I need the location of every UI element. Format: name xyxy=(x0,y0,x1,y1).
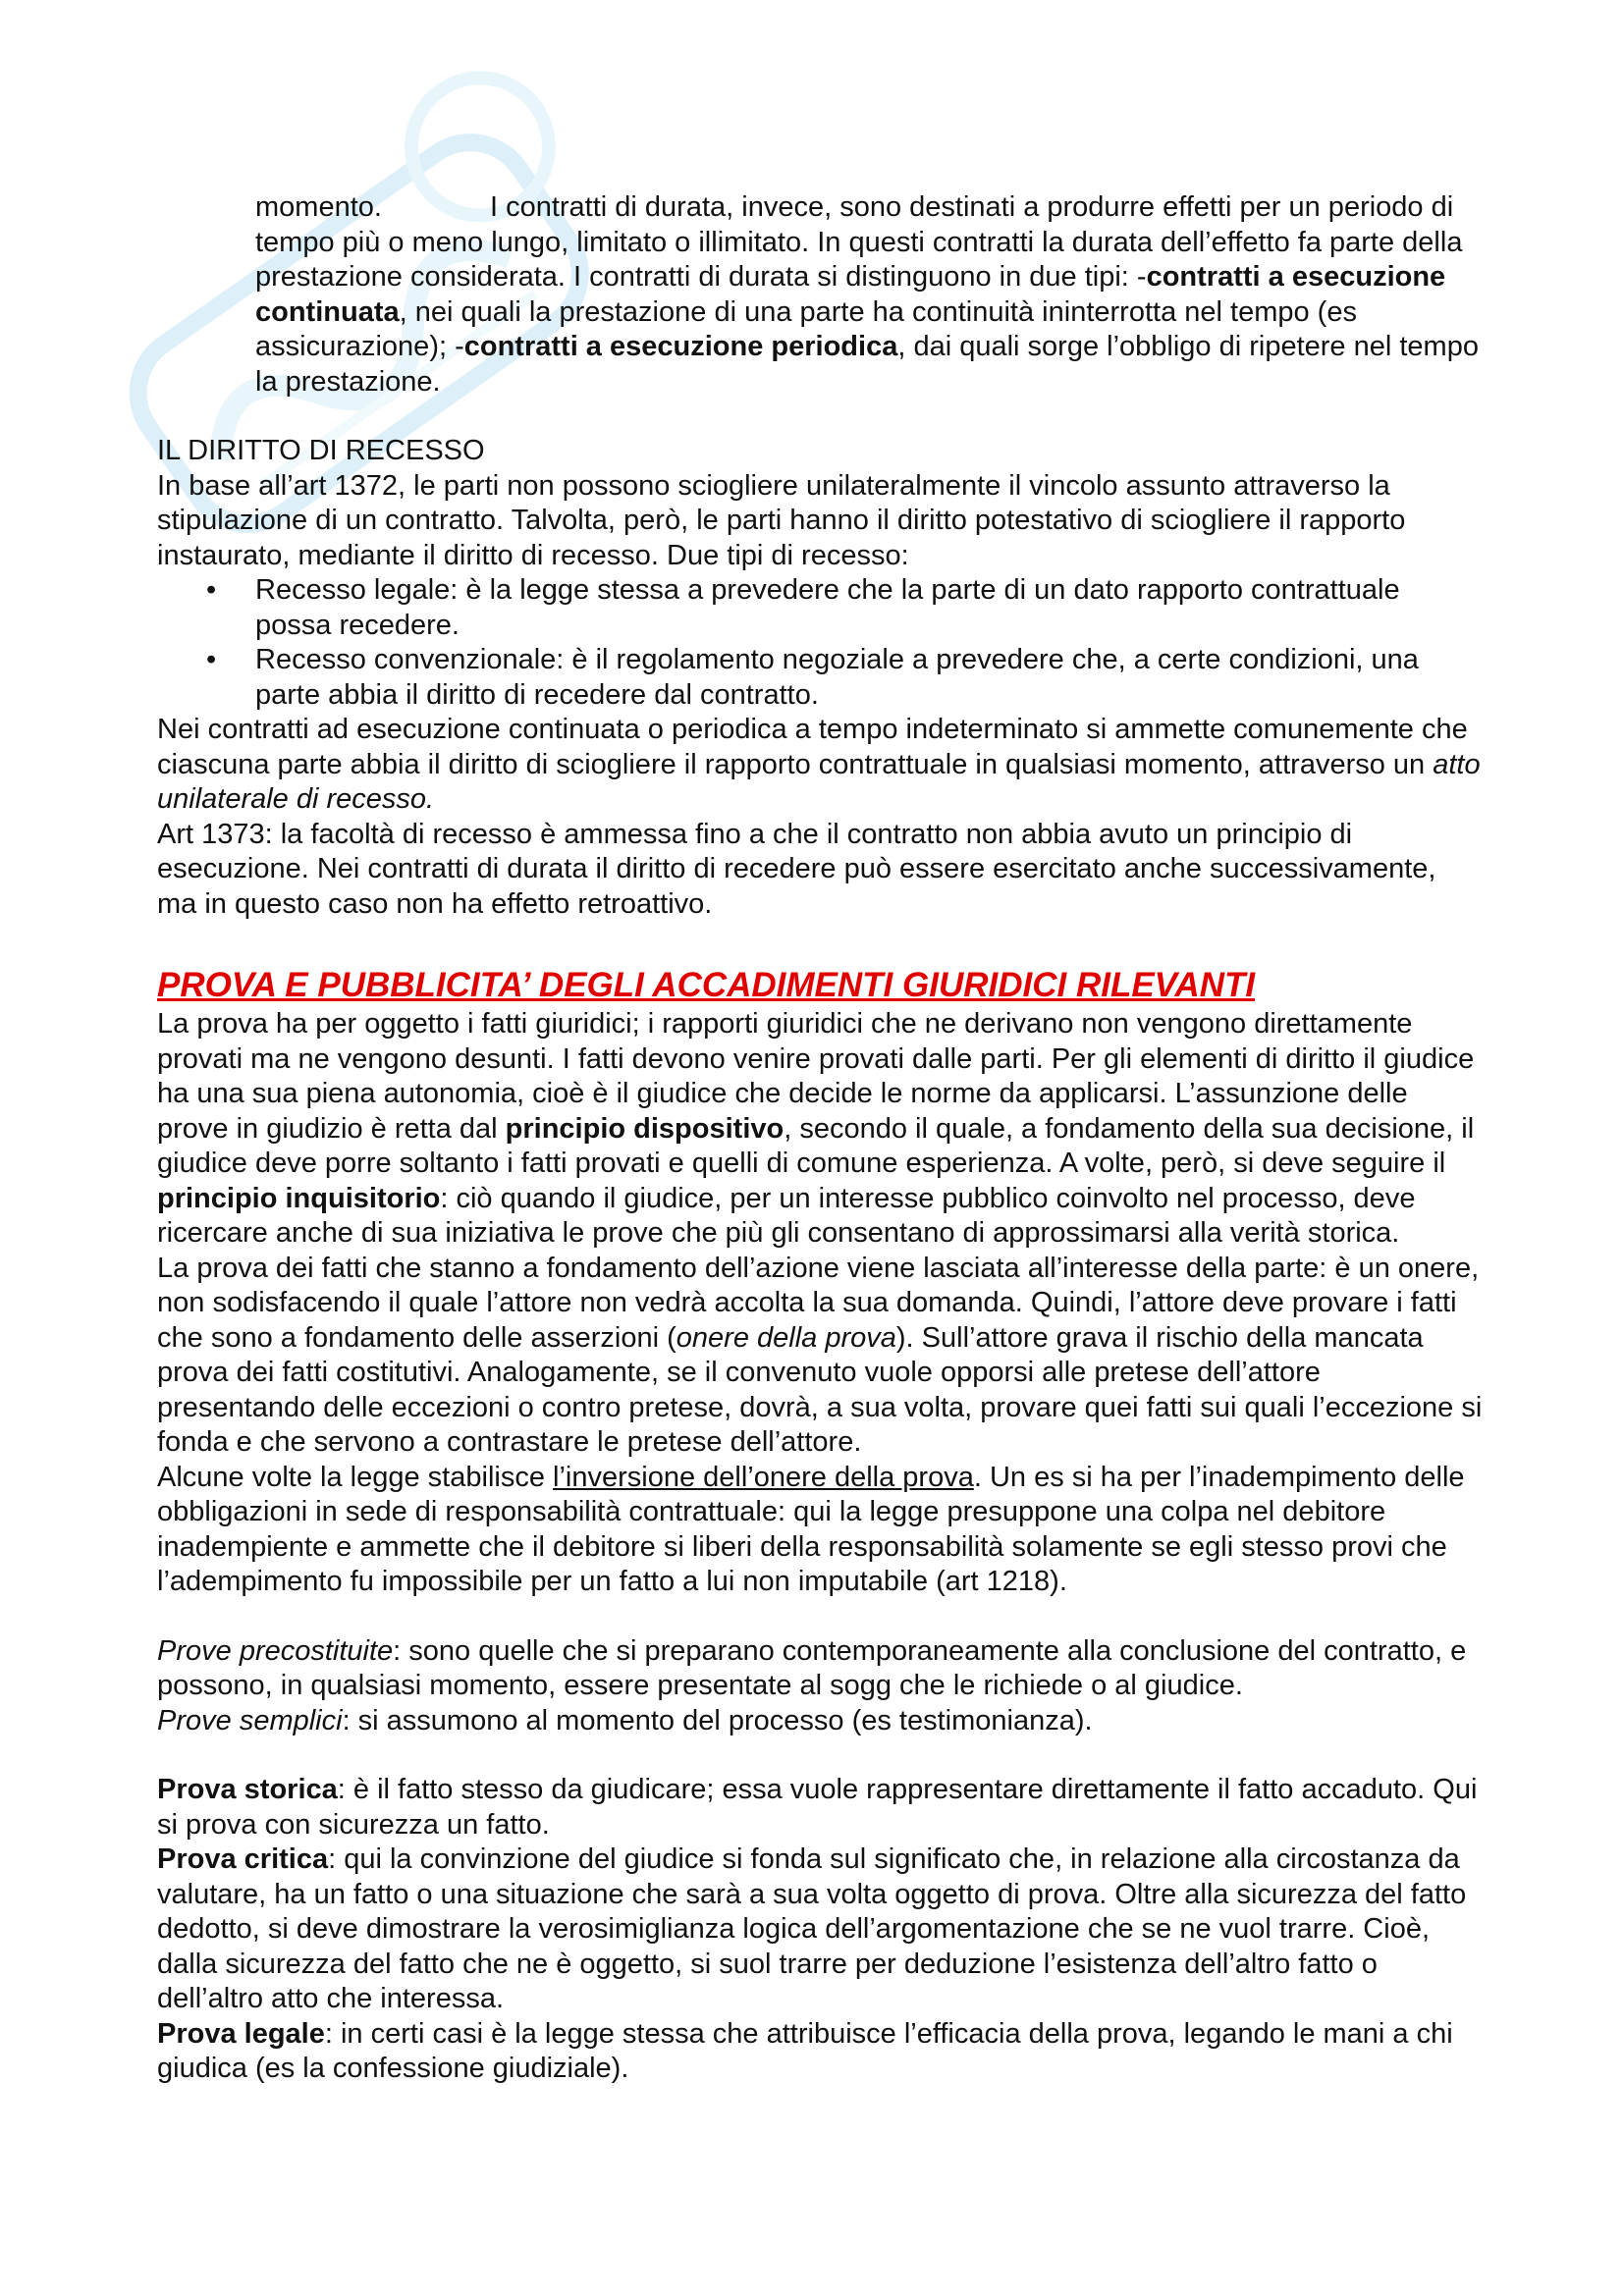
italic-term: onere della prova xyxy=(676,1321,896,1354)
bold-term: Prova storica xyxy=(157,1774,338,1805)
paragraph-prova-oggetto xyxy=(157,1007,1483,1252)
text-run: I contratti di durata, invece, sono destinati a produrre effetti per un periodo di tempo più o meno lungo, limitato o illimitato. In questi contratti la durata dell’effetto fa parte della prestazione considerata. I contratti di durata si distinguono in due tipi: - xyxy=(255,191,1463,293)
text-run: , nei quali la prestazione di una parte ha continuità ininterrotta nel tempo (es assicurazione); - xyxy=(255,295,1357,362)
bold-term: Prova critica xyxy=(157,1843,329,1875)
bullet-icon: • xyxy=(206,574,217,606)
document-body xyxy=(157,190,1483,2087)
section-heading-prova: PROVA E PUBBLICITA’ DEGLI ACCADIMENTI GIURIDICI RILEVANTI xyxy=(157,966,1256,1004)
italic-term: atto unilaterale di recesso. xyxy=(157,748,1481,815)
paragraph-prova-critica xyxy=(157,1842,1483,2017)
bold-term: principio dispositivo xyxy=(505,1112,784,1145)
text-run: ). Sull’attore grava il rischio della mancata prova dei fatti costitutivi. Analogamente, se il convenuto vuole opporsi alle pretese dell’attore presentando delle eccezioni o contro pretese, dovrà, a sua volta, provare quei fatti sui quali l’eccezione si fonda e che servono a contrastare le pretese dell’attore. xyxy=(157,1321,1483,1458)
list-item xyxy=(157,573,1483,643)
bold-term: Prova legale xyxy=(157,2017,325,2050)
section-heading-recesso: IL DIRITTO DI RECESSO xyxy=(157,435,485,466)
paragraph-onere-prova xyxy=(157,1252,1483,1461)
paragraph-recesso-intro: In base all’art 1372, le parti non possono sciogliere unilateralmente il vincolo assunto attraverso la stipulazione di un contratto. Talvolta, però, le parti hanno il diritto potestativo di sciogliere il rapporto instaurato, mediante il diritto di recesso. Due tipi di recesso: xyxy=(157,469,1406,571)
paragraph-prova-storica xyxy=(157,1773,1483,1842)
list-item-text: Recesso convenzionale: è il regolamento negoziale a prevedere che, a certe condizioni, una parte abbia il diritto di recedere dal contratto. xyxy=(255,644,1419,711)
bold-term: contratti a esecuzione continuata xyxy=(255,261,1446,328)
text-run: : si assumono al momento del processo (es testimonianza). xyxy=(342,1704,1093,1736)
text-run: : è il fatto stesso da giudicare; essa vuole rappresentare direttamente il fatto accaduto. Qui si prova con sicurezza un fatto. xyxy=(157,1774,1478,1841)
text-run: La prova ha per oggetto i fatti giuridici; i rapporti giuridici che ne derivano non vengono direttamente provati ma ne vengono desunti. I fatti devono venire provati dalle parti. Per gli elementi di diritto il giudice ha una sua piena autonomia, cioè è il giudice che decide le norme da applicarsi. L’assunzione delle prove in giudizio è retta dal xyxy=(157,1008,1475,1145)
paragraph-prova-legale xyxy=(157,2017,1483,2087)
text-run: La prova dei fatti che stanno a fondamento dell’azione viene lasciata all’interesse della parte: è un onere, non sodisfacendo il quale l’attore non vedrà accolta la sua domanda. Quindi, l’attore deve provare i fatti che sono a fondamento delle asserzioni ( xyxy=(157,1252,1480,1354)
paragraph-recesso-continuata xyxy=(157,713,1483,818)
underlined-term: l’inversione dell’onere della prova xyxy=(553,1461,974,1493)
text-run: : sono quelle che si preparano contemporaneamente alla conclusione del contratto, e possono, in qualsiasi momento, essere presentate al sogg che le richiede o al giudice. xyxy=(157,1634,1467,1701)
text-run: Alcune volte la legge stabilisce xyxy=(157,1461,554,1493)
text-run: : qui la convinzione del giudice si fonda sul significato che, in relazione alla circostanza da valutare, ha un fatto o una situazione che sarà a sua volta oggetto di prova. Oltre alla sicurezza del fatto dedotto, si deve dimostrare la verosimiglianza logica dell’argomentazione che se ne vuol trarre. Cioè, dalla sicurezza del fatto che ne è oggetto, si suol trarre per deduzione l’esistenza dell’altro fatto o dell’altro atto che interessa. xyxy=(157,1843,1467,2014)
paragraph-art-1373: Art 1373: la facoltà di recesso è ammessa fino a che il contratto non abbia avuto un principio di esecuzione. Nei contratti di durata il diritto di recedere può essere esercitato anche successivamente, ma in questo caso non ha effetto retroattivo. xyxy=(157,818,1436,920)
text-run: . Un es si ha per l’inadempimento delle obbligazioni in sede di responsabilità contrattuale: qui la legge presuppone una colpa nel debitore inadempiente e ammette che il debitore si liberi della responsabilità solamente se egli stesso provi che l’adempimento fu impossibile per un fatto a lui non imputabile (art 1218). xyxy=(157,1461,1465,1597)
italic-term: Prove semplici xyxy=(157,1704,343,1736)
list-item xyxy=(157,643,1483,713)
bold-term: contratti a esecuzione periodica xyxy=(463,331,898,362)
text-run: momento. xyxy=(255,191,382,223)
bold-term: principio inquisitorio xyxy=(157,1182,441,1214)
paragraph-inversione-onere xyxy=(157,1461,1483,1600)
italic-term: Prove precostituite xyxy=(157,1634,394,1667)
text-run: Nei contratti ad esecuzione continuata o periodica a tempo indeterminato si ammette comunemente che ciascuna parte abbia il diritto di sciogliere il rapporto contrattuale in qualsiasi momento, attraverso un xyxy=(157,714,1468,780)
text-run: : in certi casi è la legge stessa che attribuisce l’efficacia della prova, legando le mani a chi giudica (es la confessione giudiziale). xyxy=(157,2017,1453,2084)
text-run: , secondo il quale, a fondamento della sua decisione, il giudice deve porre soltanto i fatti provati e quelli di comune esperienza. A volte, però, si deve seguire il xyxy=(157,1112,1475,1179)
list-item-text: Recesso legale: è la legge stessa a prevedere che la parte di un dato rapporto contrattuale possa recedere. xyxy=(255,574,1400,641)
paragraph-contratti-durata xyxy=(255,190,1483,400)
paragraph-prove-precostituite xyxy=(157,1634,1483,1704)
text-run: , dai quali sorge l’obbligo di ripetere nel tempo la prestazione. xyxy=(255,331,1479,398)
bullet-icon: • xyxy=(206,644,217,675)
recesso-list xyxy=(157,573,1483,713)
paragraph-prove-semplici xyxy=(157,1704,1483,1739)
text-run: : ciò quando il giudice, per un interesse pubblico coinvolto nel processo, deve ricercare anche di sua iniziativa le prove che più gli consentano di approssimarsi alla verità storica. xyxy=(157,1182,1416,1249)
